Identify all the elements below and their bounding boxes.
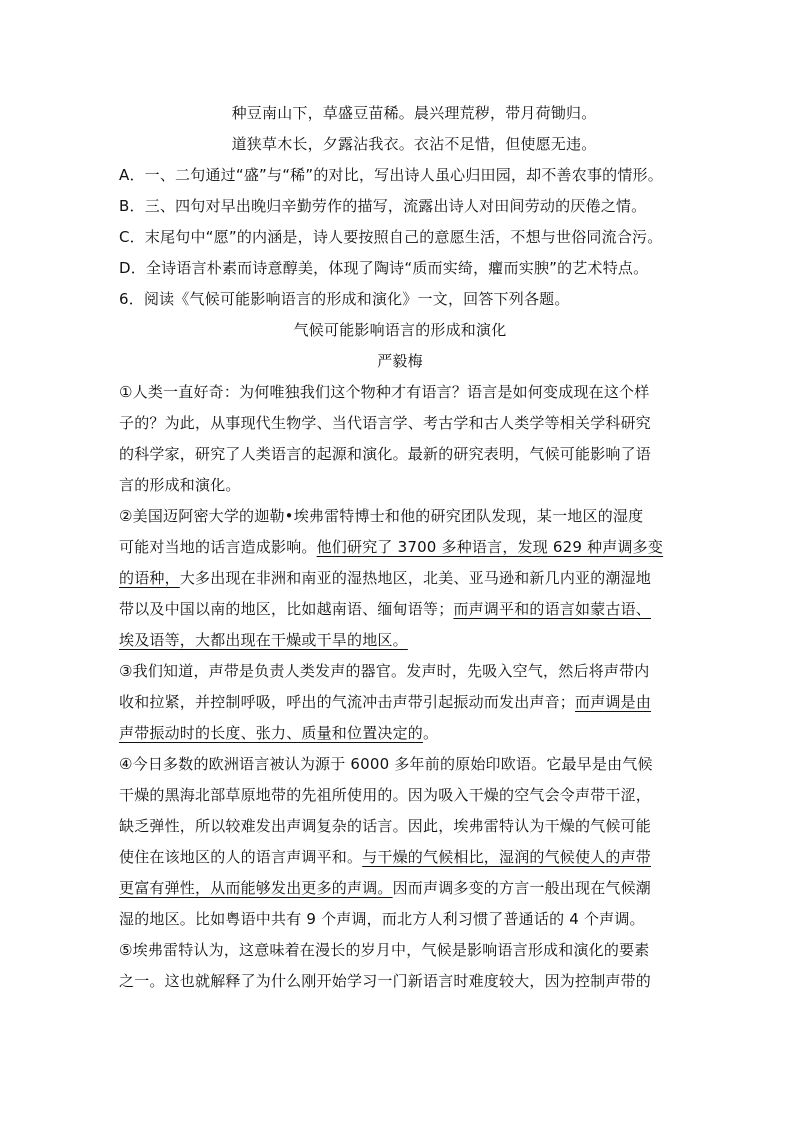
paragraph-2-line <box>119 625 681 656</box>
paragraph-2-line <box>119 594 681 625</box>
paragraph-1-line: ①人类一直好奇：为何唯独我们这个物种才有语言？语言是如何变成现在这个样 <box>119 383 650 401</box>
paragraph-1-line: 的科学家，研究了人类语言的起源和演化。最新的研究表明，气候可能影响了语 <box>119 445 652 463</box>
document-page <box>119 98 681 997</box>
paragraph-1-line: 言的形成和演化。 <box>119 476 241 494</box>
paragraph-4-line: 干燥的黑海北部草原地带的先祖所使用的。因为吸入干燥的空气会令声带干涩， <box>119 786 652 804</box>
plain-text: 。 <box>423 724 439 742</box>
plain-text: 使住在该地区的人的语言声调平和。 <box>119 848 363 866</box>
underlined-sentence: 而声调平和的语言如蒙古语、 <box>453 600 652 618</box>
paragraph-5-line: 之一。这也就解释了为什么刚开始学习一门新语言时难度较大，因为控制声带的 <box>119 972 652 990</box>
paragraph-2-line: ②美国迈阿密大学的迦勒•埃弗雷特博士和他的研究团队发现，某一地区的湿度 <box>119 507 644 525</box>
paragraph-4-line: 缺乏弹性，所以较难发出声调复杂的话言。因此，埃弗雷特认为干燥的气候可能 <box>119 817 652 835</box>
paragraph-4-line <box>119 842 681 873</box>
paragraph-3-line <box>119 718 681 749</box>
paragraph-2-line <box>119 563 681 594</box>
underlined-sentence: 他们研究了 3700 多种语言，发现 629 种声调多变 <box>316 538 664 556</box>
plain-text: 收和拉紧，并控制呼吸，呼出的气流冲击声带引起振动而发出声音； <box>119 693 576 711</box>
question-6-stem: 6．阅读《气候可能影响语言的形成和演化》一文，回答下列各题。 <box>119 290 570 308</box>
underlined-sentence: 声带振动时的长度、张力、质量和位置决定的 <box>119 724 424 742</box>
underlined-sentence: 而声调是由 <box>575 693 652 711</box>
paragraph-5-line: ⑤埃弗雷特认为，这意味着在漫长的岁月中，气候是影响语言形成和演化的要素 <box>119 941 650 959</box>
paragraph-4-line: 湿的地区。比如粤语中共有 9 个声调，而北方人利习惯了普通话的 4 个声调。 <box>119 910 645 928</box>
paragraph-3-line <box>119 687 681 718</box>
plain-text: 可能对当地的话言造成影响。 <box>119 538 317 556</box>
plain-text: 带以及中国以南的地区，比如越南语、缅甸语等； <box>119 600 454 618</box>
underlined-sentence: 更富有弹性，从而能够发出更多的声调。 <box>119 879 393 897</box>
poem-line-1: 种豆南山下，草盛豆苗稀。晨兴理荒秽，带月荷锄归。 <box>231 104 597 122</box>
underlined-sentence: 的语种， <box>119 569 180 587</box>
option-a: A．一、二句通过“盛”与“稀”的对比，写出诗人虽心归田园，却不善农事的情形。 <box>119 166 663 184</box>
plain-text: 因而声调多变的方言一般出现在气候潮 <box>392 879 652 897</box>
option-c: C．末尾句中“愿”的内涵是，诗人要按照自己的意愿生活，不想与世俗同流合污。 <box>119 228 663 246</box>
paragraph-4-line: ④今日多数的欧洲语言被认为源于 6000 多年前的原始印欧语。它最早是由气候 <box>119 755 653 773</box>
paragraph-2-line <box>119 532 681 563</box>
paragraph-3-line: ③我们知道，声带是负责人类发声的器官。发声时，先吸入空气，然后将声带内 <box>119 662 650 680</box>
underlined-sentence: 埃及语等，大都出现在干燥或干旱的地区。 <box>119 631 408 649</box>
article-title: 气候可能影响语言的形成和演化 <box>293 321 507 339</box>
option-d: D．全诗语言朴素而诗意醇美，体现了陶诗“质而实绮，癯而实腴”的艺术特点。 <box>119 259 649 277</box>
plain-text: 大多出现在非洲和南亚的湿热地区，北美、亚马逊和新几内亚的潮湿地 <box>179 569 652 587</box>
article-author: 严毅梅 <box>377 352 423 370</box>
option-b: B．三、四句对早出晚归辛勤劳作的描写，流露出诗人对田间劳动的厌倦之情。 <box>119 197 647 215</box>
underlined-sentence: 与干燥的气候相比，湿润的气候使人的声带 <box>362 848 652 866</box>
paragraph-1-line: 子的？为此，从事现代生物学、当代语言学、考古学和古人类学等相关学科研究 <box>119 414 652 432</box>
paragraph-4-line <box>119 873 681 904</box>
poem-line-2: 道狭草木长，夕露沾我衣。衣沾不足惜，但使愿无违。 <box>231 135 597 153</box>
